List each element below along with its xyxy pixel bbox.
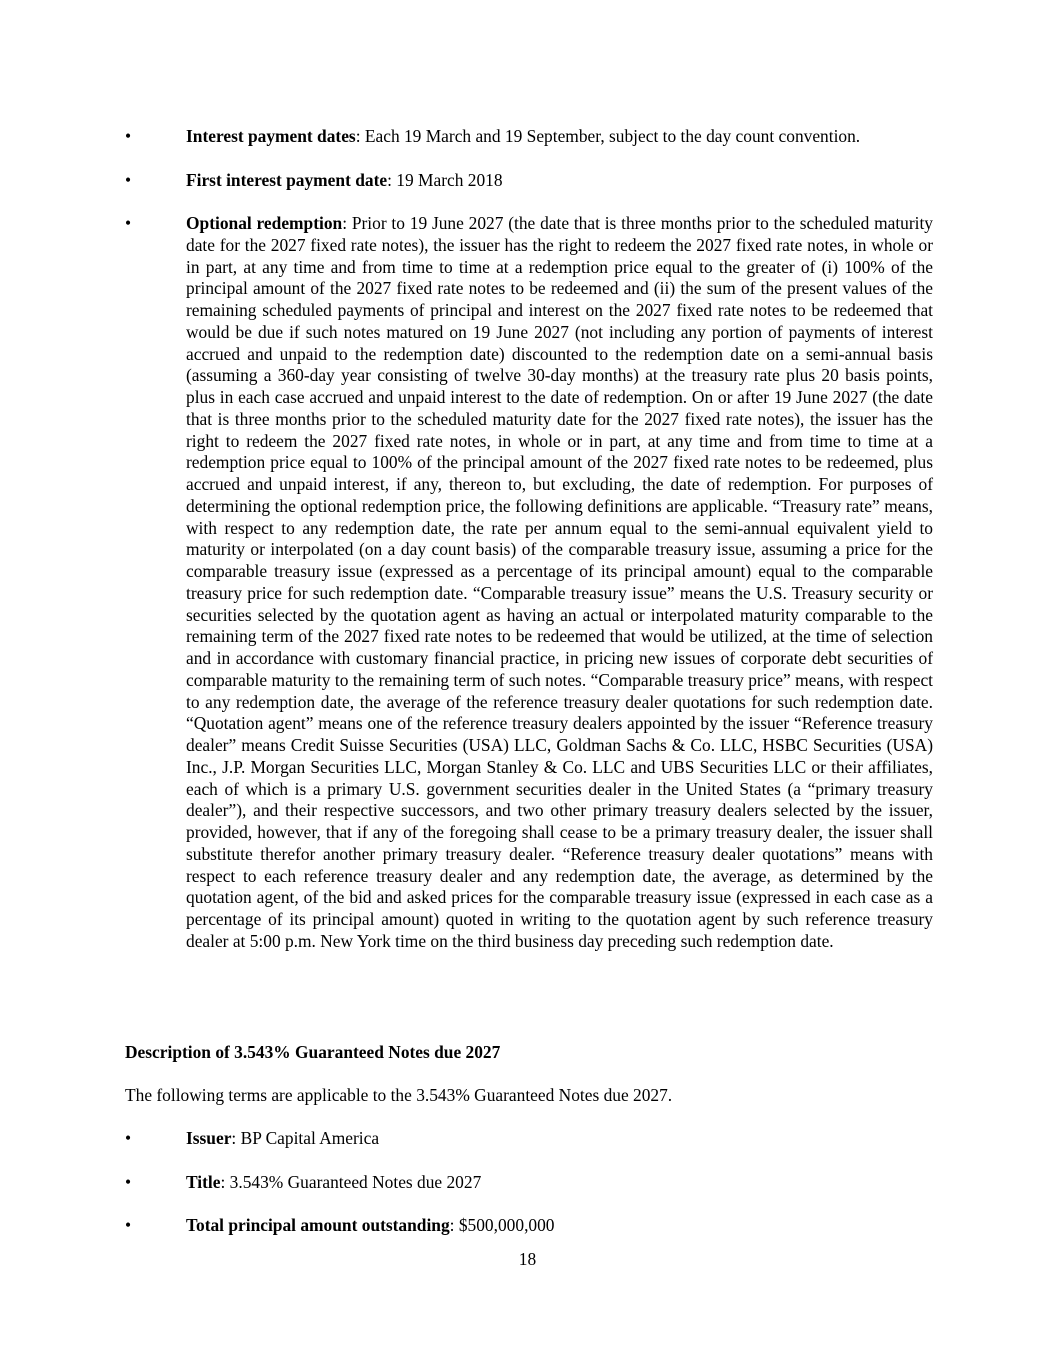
list-item-text bbox=[186, 170, 933, 192]
term-label: First interest payment date bbox=[186, 170, 388, 190]
list-item-text bbox=[186, 1172, 933, 1194]
list-item-first-interest-payment-date bbox=[125, 170, 933, 192]
list-item-optional-redemption bbox=[125, 213, 933, 953]
list-item-text bbox=[186, 213, 933, 953]
list-item-issuer bbox=[125, 1128, 933, 1150]
bullet-icon: • bbox=[125, 1215, 132, 1235]
bullet-icon: • bbox=[125, 170, 132, 190]
term-value: : BP Capital America bbox=[231, 1128, 380, 1148]
bullet-icon: • bbox=[125, 1172, 132, 1192]
section-intro: The following terms are applicable to the 3.543% Guaranteed Notes due 2027. bbox=[125, 1085, 673, 1105]
bullet-icon: • bbox=[125, 1128, 132, 1148]
term-label: Title bbox=[186, 1172, 221, 1192]
term-label: Total principal amount outstanding bbox=[186, 1215, 450, 1235]
page-number: 18 bbox=[518, 1249, 537, 1269]
list-item-text bbox=[186, 126, 933, 148]
term-value: : $500,000,000 bbox=[449, 1215, 555, 1235]
list-item-text bbox=[186, 1128, 933, 1150]
list-item-interest-payment-dates bbox=[125, 126, 933, 148]
term-label: Interest payment dates bbox=[186, 126, 356, 146]
section-heading: Description of 3.543% Guaranteed Notes due 2027 bbox=[125, 1042, 501, 1062]
term-label: Optional redemption bbox=[186, 213, 343, 233]
term-value: : Each 19 March and 19 September, subject to the day count convention. bbox=[355, 126, 861, 146]
list-item-title bbox=[125, 1172, 933, 1194]
list-item-text bbox=[186, 1215, 933, 1237]
term-value: : 3.543% Guaranteed Notes due 2027 bbox=[220, 1172, 482, 1192]
term-value: : Prior to 19 June 2027 (the date that is three months prior to the scheduled maturity date for the 2027 fixed rate notes), the issuer has the right to redeem the 2027 fixed rate notes, in whole or in part, at any time and from time to time at a redemption price equal to the greater of (i) 100% of the principal amount of the 2027 fixed rate notes to be redeemed and (ii) the sum of the present values of the remaining scheduled payments of principal and interest on the 2027 fixed rate notes to be redeemed that would be due if such notes matured on 19 June 2027 (not including any portion of payments of interest accrued and unpaid to the redemption date) discounted to the redemption date on a semi-annual basis (assuming a 360-day year consisting of twelve 30-day months) at the treasury rate plus 20 basis points, plus in each case accrued and unpaid interest to the date of redemption. On or after 19 June 2027 (the date that is three months prior to the scheduled maturity date for the 2027 fixed rate notes), the issuer has the right to redeem the 2027 fixed rate notes, in whole or in part, at any time and from time to time at a redemption price equal to 100% of the principal amount of the 2027 fixed rate notes to be redeemed, plus accrued and unpaid interest, if any, thereon to, but excluding, the date of redemption. For purposes of determining the optional redemption price, the following definitions are applicable. “Treasury rate” means, with respect to any redemption date, the rate per annum equal to the semi-annual equivalent yield to maturity or interpolated (on a day count basis) of the comparable treasury issue, assuming a price for the comparable treasury issue (expressed as a percentage of its principal amount) equal to the comparable treasury price for such redemption date. “Comparable treasury issue” means the U.S. Treasury security or securities selected by the quotation agent as having an actual or interpolated maturity comparable to the remaining term of the 2027 fixed rate notes to be redeemed that would be utilized, at the time of selection and in accordance with customary financial practice, in pricing new issues of corporate debt securities of comparable maturity to the remaining term of such notes. “Comparable treasury price” means, with respect to any redemption date, the average of the reference treasury dealer quotations for such redemption date. “Quotation agent” means one of the reference treasury dealers appointed by the issuer “Reference treasury dealer” means Credit Suisse Securities (USA) LLC, Goldman Sachs & Co. LLC, HSBC Securities (USA) Inc., J.P. Morgan Securities LLC, Morgan Stanley & Co. LLC and UBS Securities LLC or their affiliates, each of which is a primary U.S. government securities dealer in the United States (a “primary treasury dealer”), and their respective successors, and two other primary treasury dealers selected by the issuer, provided, however, that if any of the foregoing shall cease to be a primary treasury dealer, the issuer shall substitute therefor another primary treasury dealer. “Reference treasury dealer quotations” means with respect to each reference treasury dealer and any redemption date, the average, as determined by the quotation agent, of the bid and asked prices for the comparable treasury issue (expressed in each case as a percentage of its principal amount) quoted in writing to the quotation agent by such reference treasury dealer at 5:00 p.m. New York time on the third business day preceding such redemption date. bbox=[186, 213, 933, 951]
bullet-icon: • bbox=[125, 126, 132, 146]
term-value: : 19 March 2018 bbox=[387, 170, 503, 190]
term-label: Issuer bbox=[186, 1128, 232, 1148]
list-item-total-principal bbox=[125, 1215, 933, 1237]
bullet-icon: • bbox=[125, 213, 132, 233]
